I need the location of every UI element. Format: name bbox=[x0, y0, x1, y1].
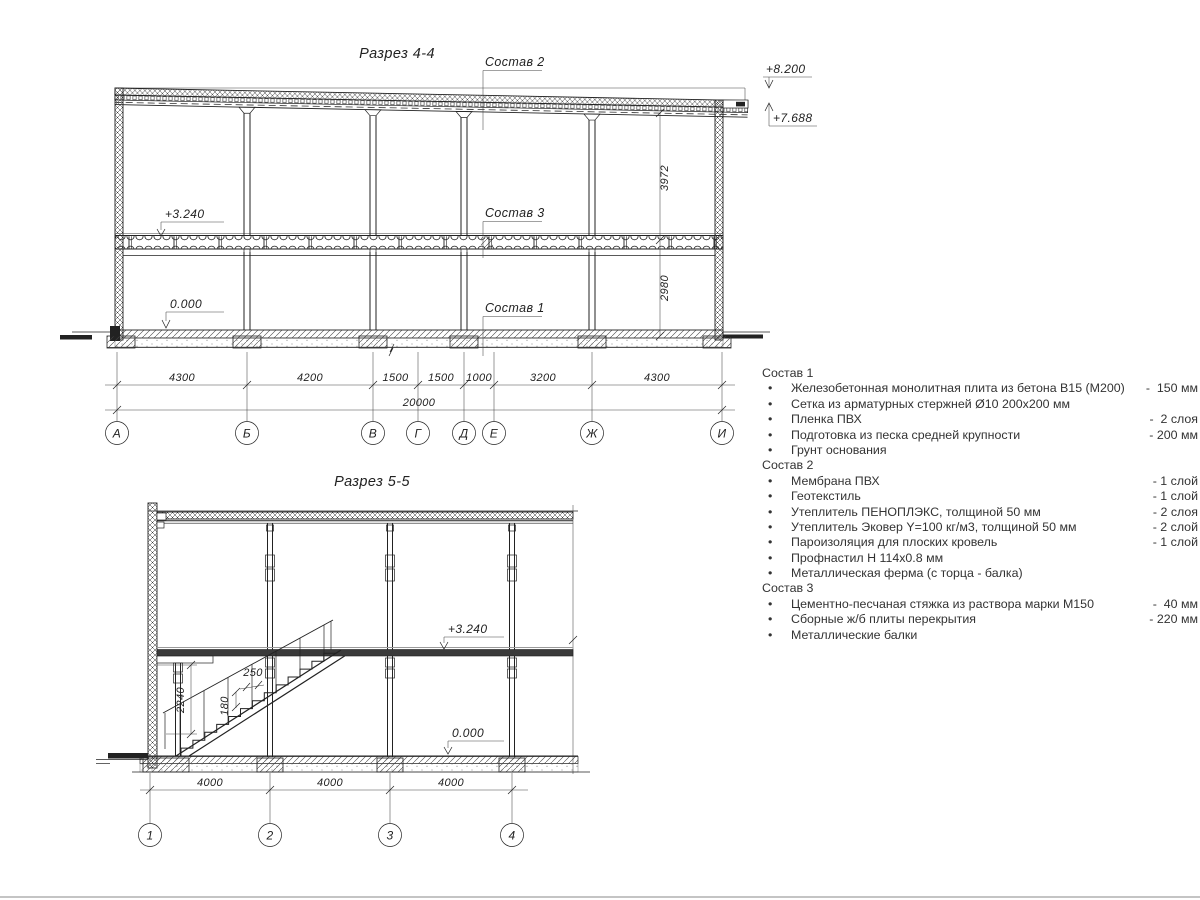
material-item bbox=[760, 628, 1198, 643]
axis-label: Ж bbox=[586, 426, 598, 441]
staircase bbox=[176, 650, 345, 756]
bullet-icon: • bbox=[768, 396, 773, 411]
axis-label: 3 bbox=[386, 828, 394, 843]
elevation-3240-55 bbox=[440, 622, 504, 649]
height-dimension bbox=[656, 109, 671, 340]
landing-beam bbox=[157, 656, 213, 663]
axis-label: 2 bbox=[266, 828, 274, 843]
material-item bbox=[760, 535, 1198, 550]
column-joints-5-5 bbox=[174, 525, 517, 683]
svg-text:+3.240: +3.240 bbox=[165, 207, 205, 221]
span-dimension: 1500 bbox=[427, 372, 455, 384]
axis-label: 1 bbox=[146, 828, 154, 843]
span-dimension: 4300 bbox=[168, 372, 196, 384]
svg-text:0.000: 0.000 bbox=[452, 726, 485, 740]
floor-5-5 bbox=[157, 650, 573, 657]
svg-text:0.000: 0.000 bbox=[170, 297, 203, 311]
svg-text:Состав 2: Состав 2 bbox=[485, 55, 545, 69]
leader-sostav-2 bbox=[483, 55, 545, 130]
bullet-icon: • bbox=[768, 627, 773, 642]
bullet-icon: • bbox=[768, 519, 773, 534]
material-name: Геотекстиль bbox=[791, 489, 861, 504]
floor-slab bbox=[115, 236, 723, 250]
material-item bbox=[760, 397, 1198, 412]
svg-text:+8.200: +8.200 bbox=[766, 62, 806, 76]
axis-label: Д bbox=[459, 426, 469, 441]
axis-label: А bbox=[112, 426, 122, 441]
section-4-4 bbox=[60, 46, 817, 445]
material-item bbox=[760, 597, 1198, 612]
wall-right bbox=[715, 100, 723, 340]
material-thickness: - 2 слой bbox=[1152, 519, 1198, 534]
material-item bbox=[760, 505, 1198, 520]
axis-label: Г bbox=[414, 426, 422, 441]
materials-section-title: Состав 2 bbox=[762, 458, 814, 473]
material-name: Пленка ПВХ bbox=[791, 412, 862, 427]
materials-section-title: Состав 3 bbox=[762, 581, 814, 596]
span-dimension: 4200 bbox=[296, 372, 324, 384]
bullet-icon: • bbox=[768, 381, 773, 396]
material-item bbox=[760, 428, 1198, 443]
material-thickness: - 220 мм bbox=[1149, 612, 1198, 627]
material-name: Грунт основания bbox=[791, 442, 887, 457]
svg-text:+3.240: +3.240 bbox=[448, 622, 488, 636]
span-dimension: 1000 bbox=[465, 372, 493, 384]
bullet-icon: • bbox=[768, 473, 773, 488]
material-name: Пароизоляция для плоских кровель bbox=[791, 535, 998, 550]
material-item bbox=[760, 474, 1198, 489]
ground-slab-sand bbox=[115, 338, 723, 347]
axis-label: В bbox=[368, 426, 378, 441]
svg-text:Состав 1: Состав 1 bbox=[485, 301, 545, 315]
material-item bbox=[760, 612, 1198, 627]
stair-tread-dim: 250 bbox=[243, 667, 263, 679]
section-4-4-title: Разрез 4-4 bbox=[359, 46, 435, 62]
stair-riser-dim: 180 bbox=[219, 696, 231, 716]
bullet-icon: • bbox=[768, 412, 773, 427]
material-thickness: - 1 слой bbox=[1152, 535, 1198, 550]
material-thickness: - 1 слой bbox=[1152, 489, 1198, 504]
span-dimension: 4000 bbox=[437, 777, 465, 789]
span-dimension: 1500 bbox=[382, 372, 409, 384]
span-dimension: 4000 bbox=[316, 777, 344, 789]
columns-5-5 bbox=[176, 523, 515, 757]
roof-assembly bbox=[115, 88, 748, 117]
axis-bubbles-4-4 bbox=[106, 422, 734, 445]
material-name: Сетка из арматурных стержней Ø10 200х200 мм bbox=[791, 396, 1071, 411]
bullet-icon: • bbox=[768, 612, 773, 627]
axis-label: Е bbox=[489, 426, 499, 441]
material-name: Профнастил Н 114х0.8 мм bbox=[791, 550, 944, 565]
axis-label: 4 bbox=[508, 828, 516, 843]
svg-text:Состав 3: Состав 3 bbox=[485, 206, 545, 220]
material-item bbox=[760, 443, 1198, 458]
stair-height-dim: 2240 bbox=[175, 686, 187, 714]
dim-lower-height: 2980 bbox=[659, 274, 671, 302]
elevation-7688 bbox=[765, 103, 817, 126]
bullet-icon: • bbox=[768, 596, 773, 611]
ground-slab-hatch bbox=[115, 330, 723, 338]
stair-dimensions bbox=[157, 661, 264, 738]
span-dimension: 3200 bbox=[529, 372, 557, 384]
elevation-8200 bbox=[763, 62, 812, 88]
elevation-0000 bbox=[162, 297, 224, 328]
material-name: Утеплитель ПЕНОПЛЭКС, толщиной 50 мм bbox=[791, 504, 1041, 519]
section-5-5 bbox=[96, 474, 590, 847]
dim-upper-height: 3972 bbox=[659, 164, 671, 192]
material-item bbox=[760, 551, 1198, 566]
bullet-icon: • bbox=[768, 535, 773, 550]
material-item bbox=[760, 489, 1198, 504]
material-thickness: - 40 мм bbox=[1152, 596, 1198, 611]
span-dimension: 4000 bbox=[196, 777, 224, 789]
material-name: Подготовка из песка средней крупности bbox=[791, 427, 1021, 442]
bullet-icon: • bbox=[768, 442, 773, 457]
elevation-0000-55 bbox=[444, 726, 504, 754]
material-item bbox=[760, 412, 1198, 427]
material-thickness: - 2 слоя bbox=[1152, 504, 1198, 519]
bullet-icon: • bbox=[768, 504, 773, 519]
leader-sostav-3 bbox=[483, 206, 545, 258]
stair-railing bbox=[163, 620, 333, 753]
material-name: Железобетонная монолитная плита из бетона В15 (М200) bbox=[791, 381, 1125, 396]
columns-4-4 bbox=[239, 107, 600, 330]
materials-section-title: Состав 1 bbox=[762, 366, 814, 380]
wall-left bbox=[115, 88, 123, 340]
bullet-icon: • bbox=[768, 550, 773, 565]
material-item bbox=[760, 520, 1198, 535]
material-thickness: - 1 слой bbox=[1152, 473, 1198, 488]
axis-label: И bbox=[717, 426, 727, 441]
axis-label: Б bbox=[242, 426, 252, 441]
roof-slab-5-5 bbox=[157, 512, 573, 519]
bullet-icon: • bbox=[768, 427, 773, 442]
span-dimension: 4300 bbox=[643, 372, 671, 384]
material-name: Цементно-песчаная стяжка из раствора марки М150 bbox=[791, 596, 1094, 611]
material-name: Металлические балки bbox=[791, 627, 918, 642]
svg-text:+7.688: +7.688 bbox=[773, 111, 813, 125]
elevation-3240 bbox=[157, 207, 224, 236]
page-border bbox=[0, 896, 1200, 898]
material-item bbox=[760, 566, 1198, 581]
axis-bubbles-5-5 bbox=[139, 824, 524, 847]
bullet-icon: • bbox=[768, 566, 773, 581]
bullet-icon: • bbox=[768, 489, 773, 504]
material-thickness: - 2 слоя bbox=[1149, 412, 1198, 427]
material-name: Утеплитель Эковер Y=100 кг/м3, толщиной 50 мм bbox=[791, 519, 1077, 534]
material-name: Металлическая ферма (с торца - балка) bbox=[791, 566, 1023, 581]
material-name: Сборные ж/б плиты перекрытия bbox=[791, 612, 976, 627]
wall-left-5-5 bbox=[148, 503, 157, 768]
dimension-rows-4-4 bbox=[105, 352, 735, 421]
dimension-row-5-5 bbox=[140, 773, 528, 823]
material-item bbox=[760, 381, 1198, 396]
materials-panel bbox=[760, 366, 1198, 643]
section-5-5-title: Разрез 5-5 bbox=[334, 474, 410, 490]
material-name: Мембрана ПВХ bbox=[791, 473, 880, 488]
material-thickness: - 200 мм bbox=[1149, 427, 1198, 442]
dim-total: 20000 bbox=[402, 397, 436, 409]
material-thickness: - 150 мм bbox=[1145, 381, 1198, 396]
